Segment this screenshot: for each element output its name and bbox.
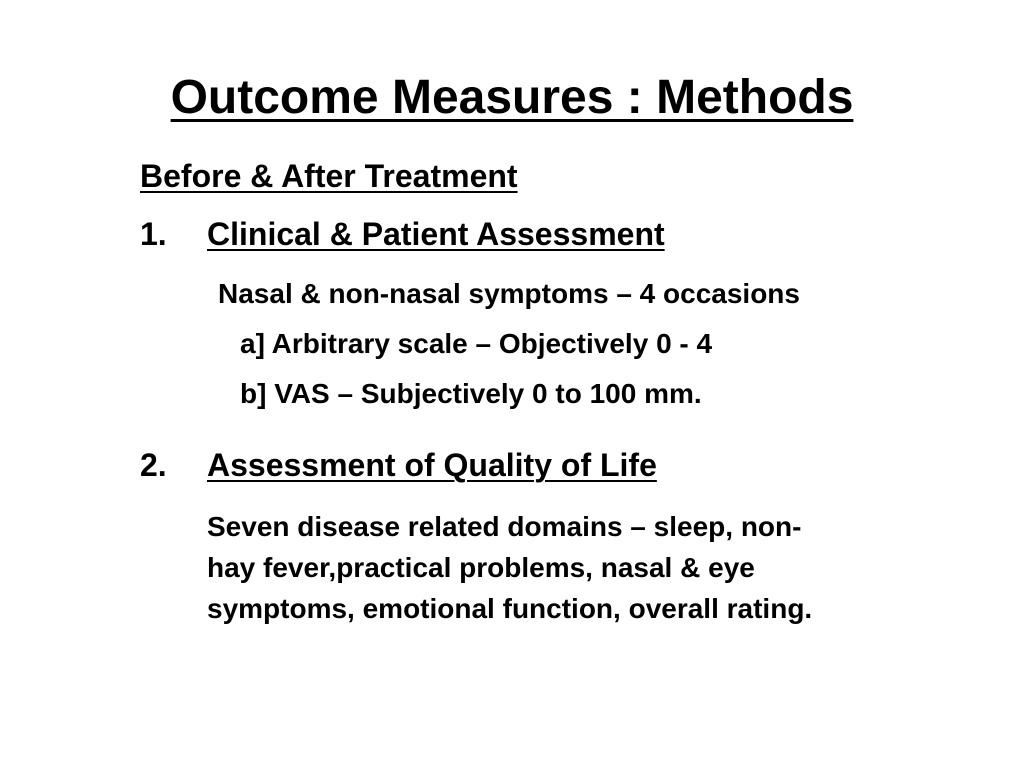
paragraph-line: hay fever,practical problems, nasal & eye	[207, 552, 755, 583]
paragraph-line: Seven disease related domains – sleep, non-	[207, 511, 802, 542]
section-1-number: 1.	[140, 216, 167, 252]
section-1-intro: Nasal & non-nasal symptoms – 4 occasions	[218, 278, 800, 309]
section-2-heading: Assessment of Quality of Life	[207, 447, 657, 483]
section-1-heading: Clinical & Patient Assessment	[207, 216, 665, 252]
slide-subtitle: Before & After Treatment	[140, 158, 518, 194]
section-2-number: 2.	[140, 447, 167, 483]
paragraph-line: symptoms, emotional function, overall rating.	[207, 593, 813, 624]
section-1-item-b: b] VAS – Subjectively 0 to 100 mm.	[240, 378, 702, 409]
slide-title: Outcome Measures : Methods	[170, 71, 854, 124]
section-1-item-a: a] Arbitrary scale – Objectively 0 - 4	[240, 328, 713, 359]
section-2-paragraph	[207, 506, 967, 629]
